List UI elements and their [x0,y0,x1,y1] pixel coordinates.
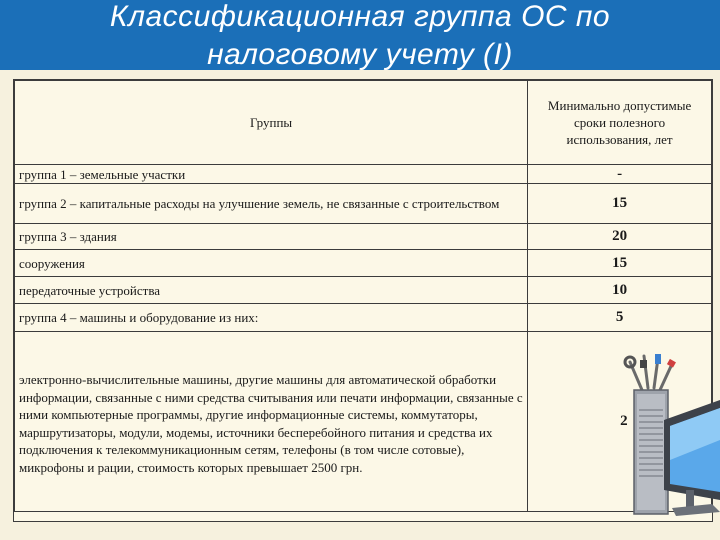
term-cell: 2 [528,332,712,512]
term-cell: 15 [528,184,712,224]
table-row [15,224,712,250]
term-cell: 10 [528,277,712,304]
slide-header [0,0,720,70]
table-row [15,304,712,332]
table-row [15,184,712,224]
group-cell: группа 2 – капитальные расходы на улучшение земель, не связанные с строительством [15,184,528,224]
slide-title [0,0,720,70]
column-header-groups: Группы [15,81,528,165]
table-row [15,332,712,512]
group-cell: группа 1 – земельные участки [15,165,528,184]
table-row [15,165,712,184]
group-cell: электронно-вычислительные машины, другие машины для автоматической обработки информации, связанные с ними средства считывания или печати информации, связанные с ними компьютерные программы, другие информационные системы, коммутаторы, маршрутизаторы, модули, модемы, источники бесперебойного питания и средства их подключения к телекоммуникационным сетям, телефоны (в том числе сотовые), микрофоны и рации, стоимость которых превышает 2500 грн. [15,332,528,512]
title-line-1: Классификационная группа ОС по [109,0,611,33]
column-header-terms: Минимально допустимые сроки полезного использования, лет [528,81,712,165]
group-cell: передаточные устройства [15,277,528,304]
term-cell: 5 [528,304,712,332]
title-line-2: налоговому учету (I) [207,38,513,70]
group-cell: группа 3 – здания [15,224,528,250]
table-row [15,250,712,277]
group-cell: группа 4 – машины и оборудование из них: [15,304,528,332]
computer-with-tools-icon [620,350,720,520]
group-cell: сооружения [15,250,528,277]
term-cell: 20 [528,224,712,250]
term-cell: - [528,165,712,184]
table-row [15,277,712,304]
term-cell: 15 [528,250,712,277]
classification-table [13,79,713,522]
